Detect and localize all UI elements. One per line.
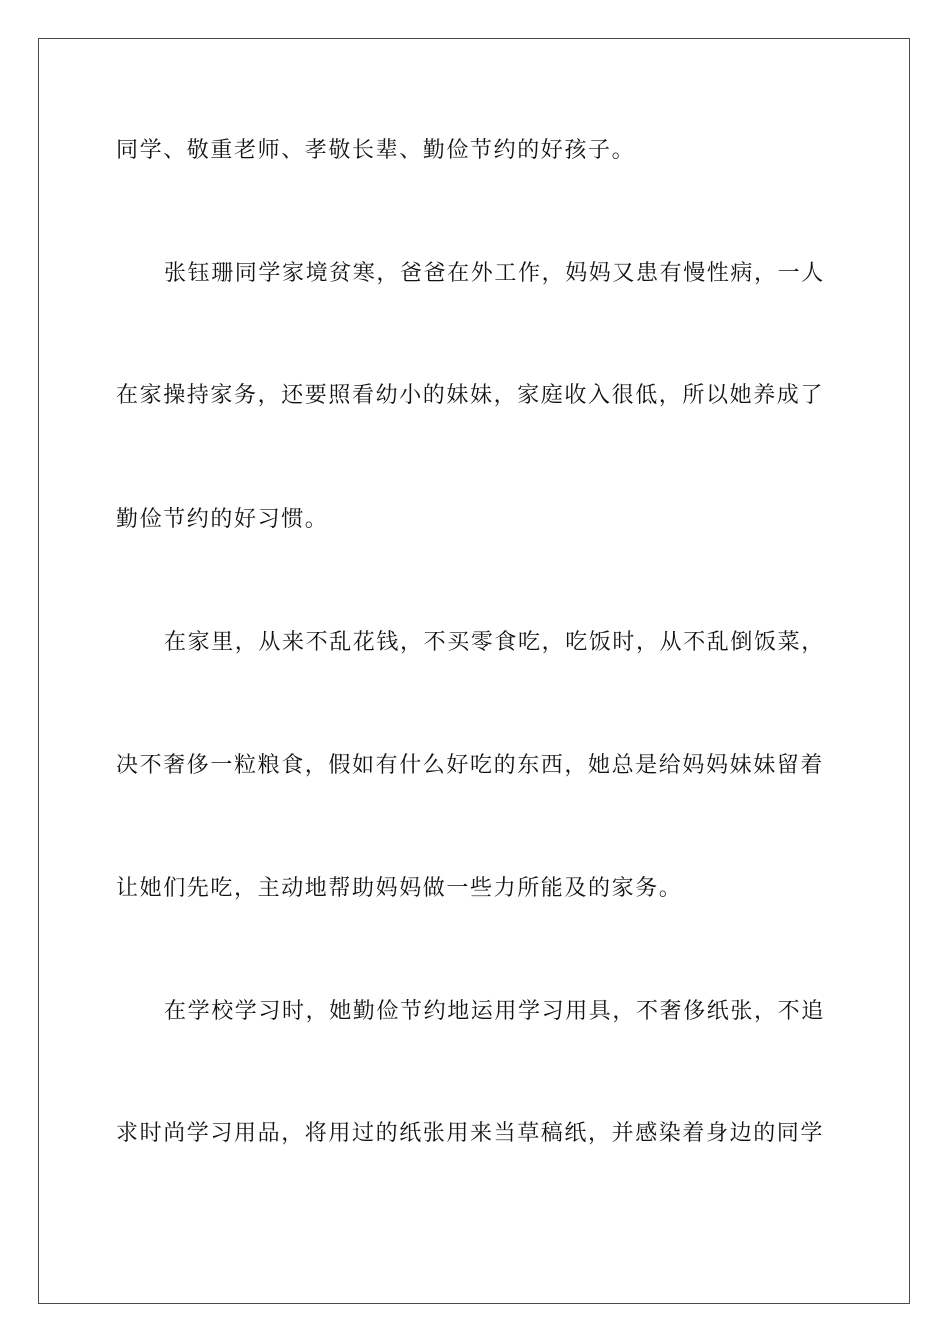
- text-line-3: 在家操持家务，还要照看幼小的妹妹，家庭收入很低，所以她养成了: [116, 383, 825, 408]
- paragraph-start-line-5: 在家里，从来不乱花钱，不买零食吃，吃饭时，从不乱倒饭菜，: [164, 630, 825, 655]
- paragraph-start-line-2: 张钰珊同学家境贫寒，爸爸在外工作，妈妈又患有慢性病，一人: [164, 261, 825, 286]
- text-line-7: 让她们先吃，主动地帮助妈妈做一些力所能及的家务。: [116, 876, 683, 901]
- page-frame: [38, 38, 910, 1304]
- text-line-6: 决不奢侈一粒粮食，假如有什么好吃的东西，她总是给妈妈妹妹留着: [116, 753, 825, 778]
- text-line-4: 勤俭节约的好习惯。: [116, 507, 329, 532]
- text-line-9: 求时尚学习用品，将用过的纸张用来当草稿纸，并感染着身边的同学: [116, 1121, 825, 1146]
- paragraph-start-line-8: 在学校学习时，她勤俭节约地运用学习用具，不奢侈纸张，不追: [164, 999, 825, 1024]
- text-line-1: 同学、敬重老师、孝敬长辈、勤俭节约的好孩子。: [116, 138, 636, 163]
